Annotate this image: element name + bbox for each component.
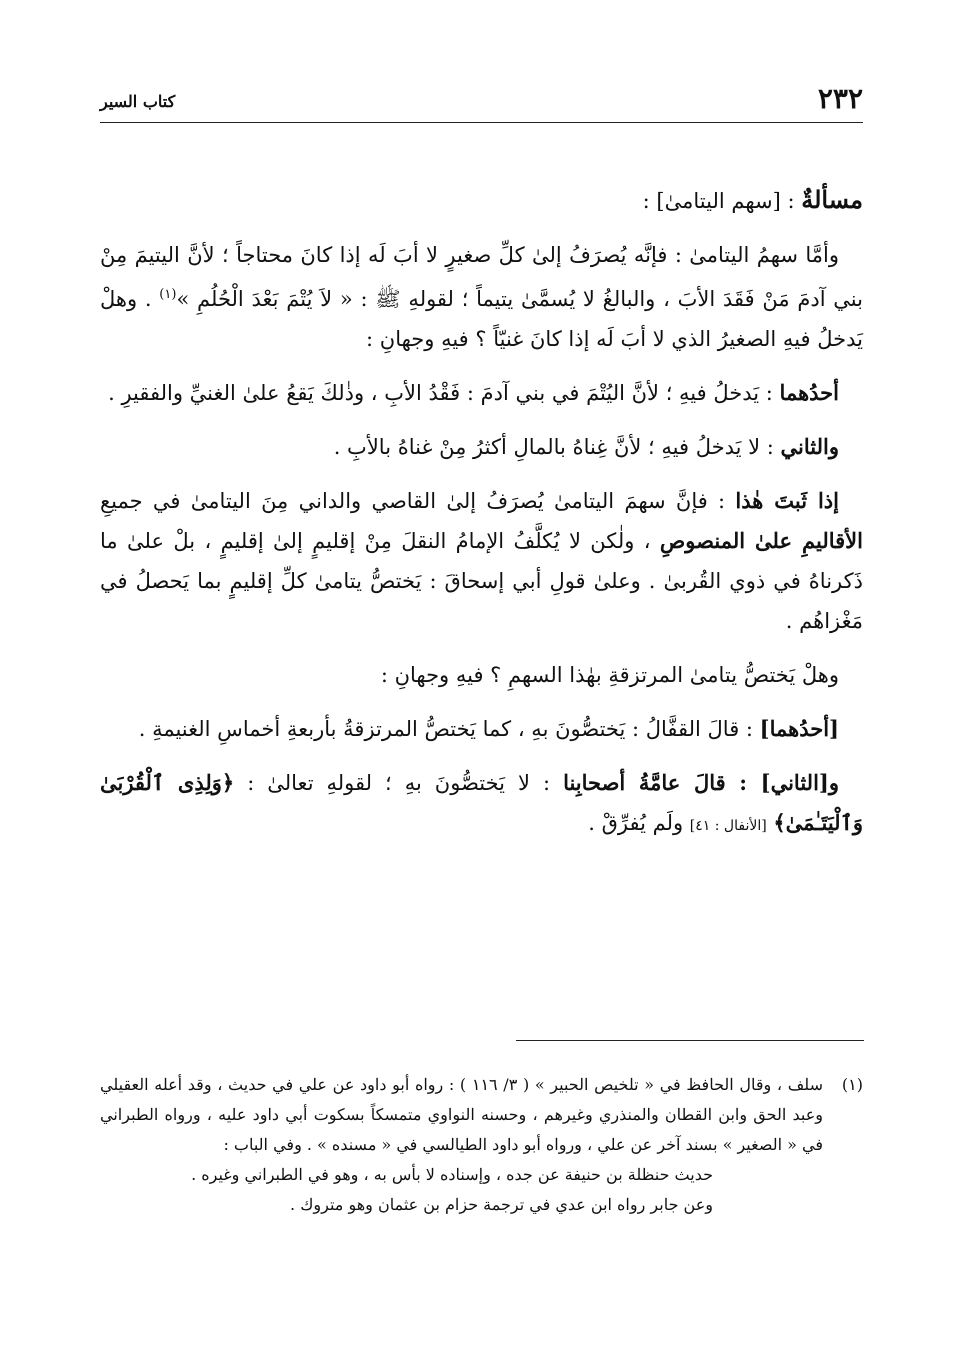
paragraph-4-text-1: : فإنَّ سهمَ اليتامىٰ يُصرَفُ إلىٰ القاصي والداني مِنَ اليتامىٰ في جميعِ (100, 489, 736, 513)
paragraph-3 (100, 427, 863, 467)
paragraph-4-text-2: ، ولٰكن لا يُكلَّفُ الإمامُ النقلَ مِنْ إقليمٍ إلىٰ إقليمٍ ، بلْ علىٰ ما ذَكرناهُ في ذوي القُربىٰ . وعلىٰ قولِ أبي إسحاقَ : يَختصُّ يتامىٰ كلِّ إقليمٍ بما يَحصلُ في مَغْزاهُم . (100, 529, 863, 633)
paragraph-5 (100, 655, 863, 695)
paragraph-5-text: وهلْ يَختصُّ يتامىٰ المرتزقةِ بهٰذا السهمِ ؟ فيهِ وجهانِ : (380, 663, 839, 687)
footnote-line-3: وعن جابر رواه ابن عدي في ترجمة حزام بن عثمان وهو متروك . (290, 1195, 713, 1214)
footnote-divider (516, 1040, 864, 1041)
paragraph-3-label: والثاني (780, 434, 839, 459)
paragraph-2-text: : يَدخلُ فيهِ ؛ لأنَّ اليُتْمَ في بني آدمَ : فَقْدُ الأبِ ، وذٰلكَ يَقعُ علىٰ الغنيِّ والفقيرِ . (108, 381, 780, 405)
paragraph-1-text: وأمَّا سهمُ اليتامىٰ : فإنَّه يُصرَفُ إلىٰ كلِّ صغيرٍ لا أبَ لَه إذا كانَ محتاجاً ؛ لأنَّ اليتيمَ مِنْ بني آدمَ مَنْ فَقَدَ الأبَ ، والبالغُ لا يُسمَّىٰ يتيماً ؛ لقولهِ ﷺ : « لاَ يُتْمَ بَعْدَ الْحُلُمِ » (100, 243, 863, 311)
quran-verse: ﴿وَلِذِى ٱلْقُرْبَىٰ وَٱلْيَتَـٰمَىٰ﴾ (100, 770, 863, 835)
issue-heading (100, 180, 863, 221)
verse-reference: [الأنفال : ٤١] (689, 818, 767, 834)
footnote-1 (100, 1070, 863, 1220)
paragraph-6 (100, 709, 863, 749)
paragraph-7-label: و[الثاني] : قالَ عامَّةُ أصحابِنا (563, 770, 839, 795)
paragraph-4 (100, 481, 863, 641)
running-title: كتاب السير (100, 92, 176, 111)
issue-topic: : [سهم اليتامىٰ] : (642, 189, 795, 213)
footnote-text: سلف ، وقال الحافظ في « تلخيص الحبير » ( ٣/ ١١٦ ) : رواه أبو داود عن علي في حديث ، وقد أعله العقيلي وعبد الحق وابن القطان والمنذري وغيرهم ، وحسنه النواوي متمسكاً بسكوت أبي داود عليه ، ورواه الطبراني في « الصغير » بسند آخر عن علي ، ورواه أبو داود الطيالسي في « مسنده » . وفي الباب : (100, 1075, 824, 1154)
footnote-number: (١) (841, 1075, 863, 1094)
footnote-mark[interactable]: (١) (159, 287, 177, 302)
footnotes (100, 1070, 863, 1220)
issue-label: مسألةٌ (801, 185, 863, 214)
paragraph-2 (100, 373, 863, 413)
paragraph-2-label: أحدُهما (779, 380, 839, 405)
paragraph-7-text: : لا يَختصُّونَ بهِ ؛ لقولهِ تعالىٰ : (234, 771, 564, 795)
paragraph-1 (100, 235, 863, 359)
page-header (100, 78, 863, 123)
footnote-body (100, 1070, 823, 1220)
page-number: ٢٣٢ (817, 82, 863, 115)
paragraph-6-label: [أحدُهما] (759, 716, 839, 741)
paragraph-3-text: : لا يَدخلُ فيهِ ؛ لأنَّ غِناهُ بالمالِ أكثرُ مِنْ غناهُ بالأبِ . (333, 435, 781, 459)
footnote-line-2: حديث حنظلة بن حنيفة عن جده ، وإسناده لا بأس به ، وهو في الطبراني وغيره . (191, 1165, 713, 1184)
main-text (100, 180, 863, 860)
paragraph-7-end: ولَم يُفرِّقْ . (588, 811, 690, 835)
paragraph-1-end: . وهلْ يَدخلُ فيهِ الصغيرُ الذي لا أبَ لَه إذا كانَ غنيّاً ؟ فيهِ وجهانِ : (100, 287, 863, 351)
paragraph-7 (100, 763, 863, 846)
paragraph-4-bold: الأقاليمِ علىٰ المنصوصِ (659, 528, 863, 553)
paragraph-4-label: إذا ثَبتَ هٰذا (735, 488, 839, 513)
paragraph-6-text: : قالَ القفَّالُ : يَختصُّونَ بهِ ، كما يَختصُّ المرتزقةُ بأربعةِ أخماسِ الغنيمةِ . (138, 717, 760, 741)
